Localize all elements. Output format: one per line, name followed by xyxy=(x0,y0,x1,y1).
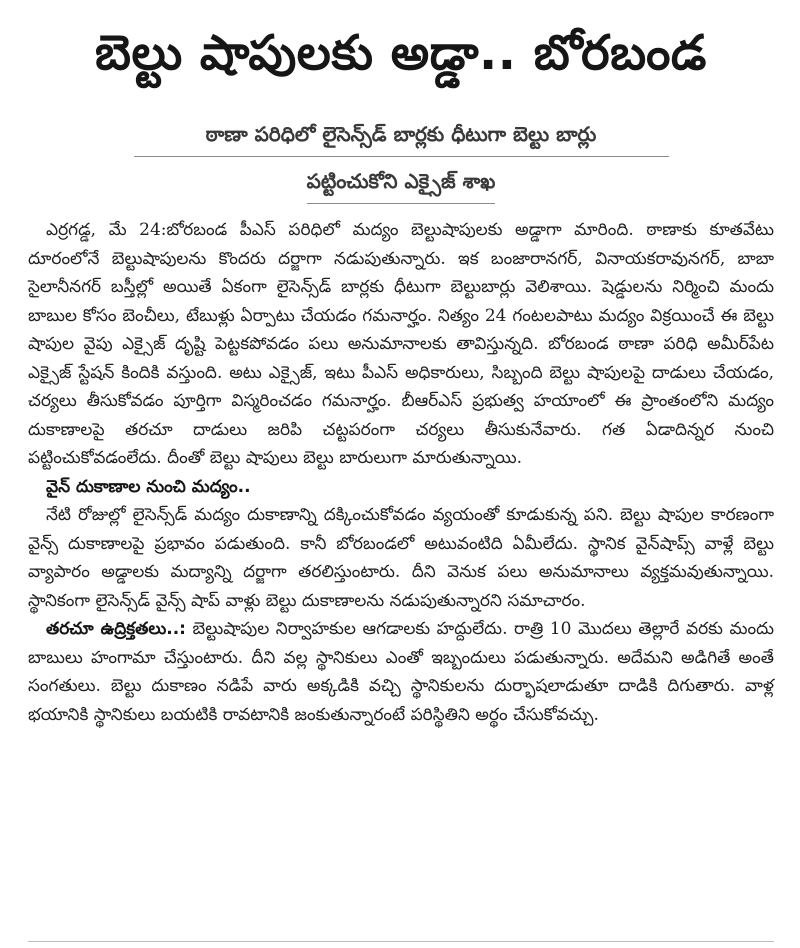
subheadline-block xyxy=(134,118,669,204)
paragraph-3 xyxy=(28,615,774,729)
paragraph-2: నేటి రోజుల్లో లైసెన్స్‌డ్ మద్యం దుకాణాన్ని దక్కించుకోవడం వ్యయంతో కూడుకున్న పని. బెల్టు షాపుల కారణంగా వైన్స్ దుకాణాలపై ప్రభావం పడుతుంది. కానీ బోరబండలో అటువంటిది ఏమీలేదు. స్థానిక వైన్‌షాప్స్ వాళ్లే బెల్టు వ్యాపారం అడ్డాలకు మద్యాన్ని దర్జాగా తరలిస్తుంటారు. దీని వెనుక పలు అనుమానాలు వ్యక్తమవుతున్నాయి. స్థానికంగా లైసెన్స్‌డ్ వైన్స్ షాప్ వాళ్లు బెల్టు దుకాణాలను నడుపుతున్నారని సమాచారం. xyxy=(28,505,774,611)
headline: బెల్టు షాపులకు అడ్డా.. బోరబండ xyxy=(95,25,707,81)
subheadline-secondary: పట్టించుకోని ఎక్సైజ్ శాఖ xyxy=(307,165,496,204)
subheadline-primary: ఠాణా పరిధిలో లైసెన్స్‌డ్ బార్లకు ధీటుగా బెల్టు బార్లు xyxy=(134,118,669,157)
article-body xyxy=(28,216,774,729)
paragraph-3-text: బెల్టుషాపుల నిర్వాహకుల ఆగడాలకు హద్దులేదు. రాత్రి 10 మొదలు తెల్లారే వరకు మందు బాబులు హంగామా చేస్తుంటారు. దీని వల్ల స్థానికులు ఎంతో ఇబ్బందులు పడుతున్నారు. అదేమని అడిగితే అంతే సంగతులు. బెల్టు దుకాణం నడిపే వారు అక్కడికి వచ్చి స్థానికులను దుర్భాషలాడుతూ దాడికి దిగుతారు. వాళ్ల భయానికి స్థానికులు బయటికి రావటానికి జంకుతున్నారంటే పరిస్థితిని అర్థం చేసుకోవచ్చు. xyxy=(28,619,774,725)
section-title: వైన్ దుకాణాల నుంచి మద్యం.. xyxy=(46,476,251,497)
paragraph-1: ఎర్రగడ్డ, మే 24:బోరబండ పీఎస్ పరిధిలో మద్యం బెల్టుషాపులకు అడ్డాగా మారింది. ఠాణాకు కూతవేటు దూరంలోనే బెల్టుషాపులను కొందరు దర్జాగా నడుపుతున్నారు. ఇక బంజారానగర్, వినాయకరావునగర్, బాబా సైలానీనగర్ బస్తీల్లో అయితే ఏకంగా లైసెన్స్‌డ్ బార్లకు ధీటుగా బెల్టుబార్లు వెలిశాయి. షెడ్డులను నిర్మించి మందు బాబుల కోసం బెంచీలు, టేబుళ్లు ఏర్పాటు చేయడం గమనార్హం. నిత్యం 24 గంటలపాటు మద్యం విక్రయించే ఈ బెల్టు షాపుల వైపు ఎక్సైజ్ దృష్టి పెట్టకపోవడం పలు అనుమానాలకు తావిస్తున్నది. బోరబండ ఠాణా పరిధి అమీర్‌పేట ఎక్సైజ్ స్టేషన్ కిందికి వస్తుంది. అటు ఎక్సైజ్, ఇటు పీఎస్ అధికారులు, సిబ్బంది బెల్టు షాపులపై దాడులు చేయడం, చర్యలు తీసుకోవడం పూర్తిగా విస్మరించడం గమనార్హం. బీఆర్‌ఎస్ ప్రభుత్వ హయాంలో ఈ ప్రాంతంలోని మద్యం దుకాణాలపై తరచూ దాడులు జరిపి చట్టపరంగా చర్యలు తీసుకునేవారు. గత ఏడాదిన్నర నుంచి పట్టించుకోవడంలేదు. దీంతో బెల్టు షాపులు బెల్టు బారులుగా మారుతున్నాయి. xyxy=(28,220,774,468)
bottom-divider xyxy=(28,941,774,942)
paragraph-3-lead: తరచూ ఉద్రిక్తతలు..: xyxy=(46,619,186,639)
